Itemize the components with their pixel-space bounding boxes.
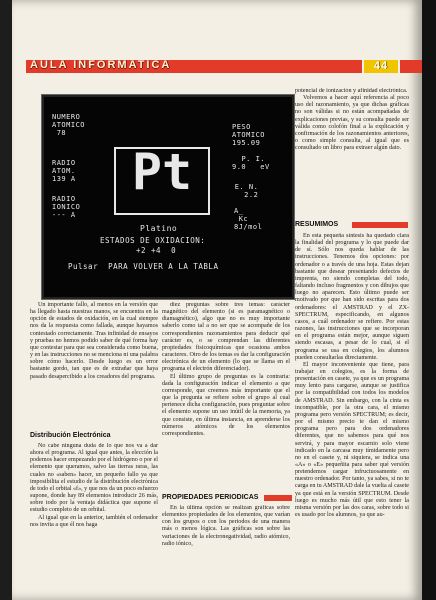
electronegativity-label: E. N. 2.2	[234, 183, 259, 199]
paragraph: Volvemos a hacer aquí referencia al poco uso del razonamiento, ya que dichas gráficas no son válidas si no están acompañadas de explicaciones previas, y su consulta puede ser válida como colofón final a la explicación y confirmación de los razonamientos anteriores, o como simple consulta, al igual que es consultado un libro para extraer algún dato.	[295, 95, 409, 152]
oxidation-states-label: ESTADOS DE OXIDACION:	[100, 236, 206, 245]
paragraph: En la última opción se realizan gráficas sobre elementos propiedades de los elementos, que varían con los grupos o con los periodos de una manera más o menos lógica. Las gráficas son sobre las variaciones de la electronegatividad, radio atómico, radio iónico,	[162, 505, 290, 547]
paragraph: Al igual que en la anterior, también el ordenador nos invita a que él nos haga	[30, 514, 158, 528]
column-2-text-b	[162, 505, 290, 589]
atomic-weight-label: PESO ATOMICO 195.09	[232, 123, 266, 147]
element-name: Platino	[140, 224, 178, 233]
electron-affinity-label: A_ Kc 8J/mol	[234, 207, 263, 231]
section-title: AULA INFORMATICA	[30, 59, 172, 71]
banner-continuation	[400, 60, 422, 73]
ionization-potential-label: P. I. 9.0 eV	[232, 155, 270, 171]
heading-marker	[264, 495, 292, 501]
column-1-text	[30, 302, 158, 380]
paragraph: El mayor inconveniente que tiene, para trabajar en colegios, es la forma de presentación en casete, ya que es un programa muy lento para cargarse, aunque se justifica por la compatibilidad con todos los modelos de AMSTRAD. Sin embargo, con la cinta es incompatible, por la otra cara, el mismo programa pero versión SPECTRUM; es decir, por el mismo precio te dan el mismo programa pero para dos ordenadores diferentes, que no sabemos para qué nos servirá, y para mayor escarnio solo viene indicado en la carcasa muy tímidamente pero no en el casete y, ni siquiera, se indica una «A» o «E» pequeñita para saber qué versión pretendemos cargar infructuosamente en nuestro ordenador. Por tanto, ya sabes, si no te carga en tu AMSTRAD dale la vuelta al casete ya que está en la versión SPECTRUM. Desde luego es mucho más útil que esto tener la misma versión por las dos caras, sobre todo si es usado por los alumnos, ya que au-	[295, 361, 409, 519]
heading-marker	[352, 222, 408, 228]
column-1-text-b	[30, 443, 158, 589]
right-page-edge	[422, 0, 436, 600]
left-page-edge	[0, 0, 12, 600]
column-3-text-b	[295, 233, 409, 591]
program-screenshot	[42, 95, 294, 299]
atomic-radius-label: RADIO ATOM. 139 A	[52, 159, 76, 183]
atomic-number-label: NUMERO ATOMICO 78	[52, 113, 86, 137]
return-prompt: Pulsar PARA VOLVER A LA TABLA	[68, 262, 219, 271]
paragraph: No cabe ninguna duda de lo que nos va a dar ahora el programa. Al igual que antes, la elección la podemos hacer empezando por el hidrógeno o por el elemento que queramos, salvo las tierras raras, las cuales no «saben» hacer, un pequeño fallo ya que imposibilita el estudio de la distribución electrónica de todo el orbital «f», y que nos da un poco esfuerzo supone, donde hay 89 elementos introducir 26 más, sobre todo por la ventaja didáctica que supone el estudio completo de un orbital.	[30, 443, 158, 514]
paragraph: diez preguntas sobre tres temas: carácter magnético del elemento (si es paramagnético o diamagnético), algo que no es muy importante saberlo como tal a no ser que se acompañe de los correspondientes razonamientos para deducir qué carácter es, o se comprendan las diferentes propiedades fisicoquímicas que ocasiona ambos caracteres. Otro de los temas es dar la configuración electrónica de un elemento (lo que se llama en el programa el electrón diferenciador).	[162, 302, 290, 373]
magazine-page	[12, 0, 422, 600]
paragraph: El último grupo de preguntas es la contraria: dada la configuración indicar el elemento a que corresponde, que creemos más importante que el que la pregunta se refiere sobre el grupo al cual pertenece dicha configuración, pues preguntar sobre el elemento supone un uso inútil de la memoria, ya que consiste, en última instancia, en aprenderse los números atómicos de los elementos correspondientes.	[162, 373, 290, 437]
ionic-radius-label: RADIO IONICO --- A	[52, 195, 81, 219]
column-2-text	[162, 302, 290, 470]
subheading-distribucion: Distribución Electrónica	[30, 432, 111, 439]
column-3-text	[295, 88, 409, 214]
subheading-resumimos: RESUMIMOS	[295, 221, 339, 228]
subheading-propiedades: PROPIEDADES PERIODICAS	[162, 494, 259, 501]
paragraph: En esta pequeña síntesis ha quedado clara la finalidad del programa y lo que puede dar de sí. Sólo nos queda hablar de las instrucciones. Tenemos dos opciones: por ordenador o a través de una hoja. Estas dejan bastante que desear presentando defectos de imprenta, no siendo completas del todo, faltando incluso fragmentos y con dibujos que luego no aparecen. Esto último puede ser motivado por que han sido escritas para dos ordenadores: el AMSTRAD y el ZX-SPECTRUM, especificando, en algunos casos, a cuál ordenador se refiere. Por estas razones, las instrucciones que se incorporan en el programa están mejor, aunque siguen siendo escasas, a pesar de lo cual, si el programa se usa en colegios, los alumnos pueden consultarlas directamente.	[295, 233, 409, 361]
element-symbol: Pt	[131, 143, 193, 201]
oxidation-states-values: +2 +4 0	[136, 246, 177, 255]
paragraph: potencial de ionización y afinidad electrónica.	[295, 88, 408, 94]
paragraph: Un importante fallo, al menos en la versión que ha llegado hasta nuestras manos, se encuentra en la opción de estados de oxidación, en la cual siempre nos da la respuesta como fallada, aunque hayamos contestado correctamente. Tras infinidad de ensayos y pruebas no hemos podido saber de qué forma hay que contestar para que sea considerada como buena, y en las instrucciones no se menciona ni una palabra sobre cómo hacerlo. Desde luego es un error bastante gordo, tan que es de extrañar que haya pasado desapercibido a los creadores del programa.	[30, 302, 158, 380]
page-number: 44	[364, 60, 398, 73]
